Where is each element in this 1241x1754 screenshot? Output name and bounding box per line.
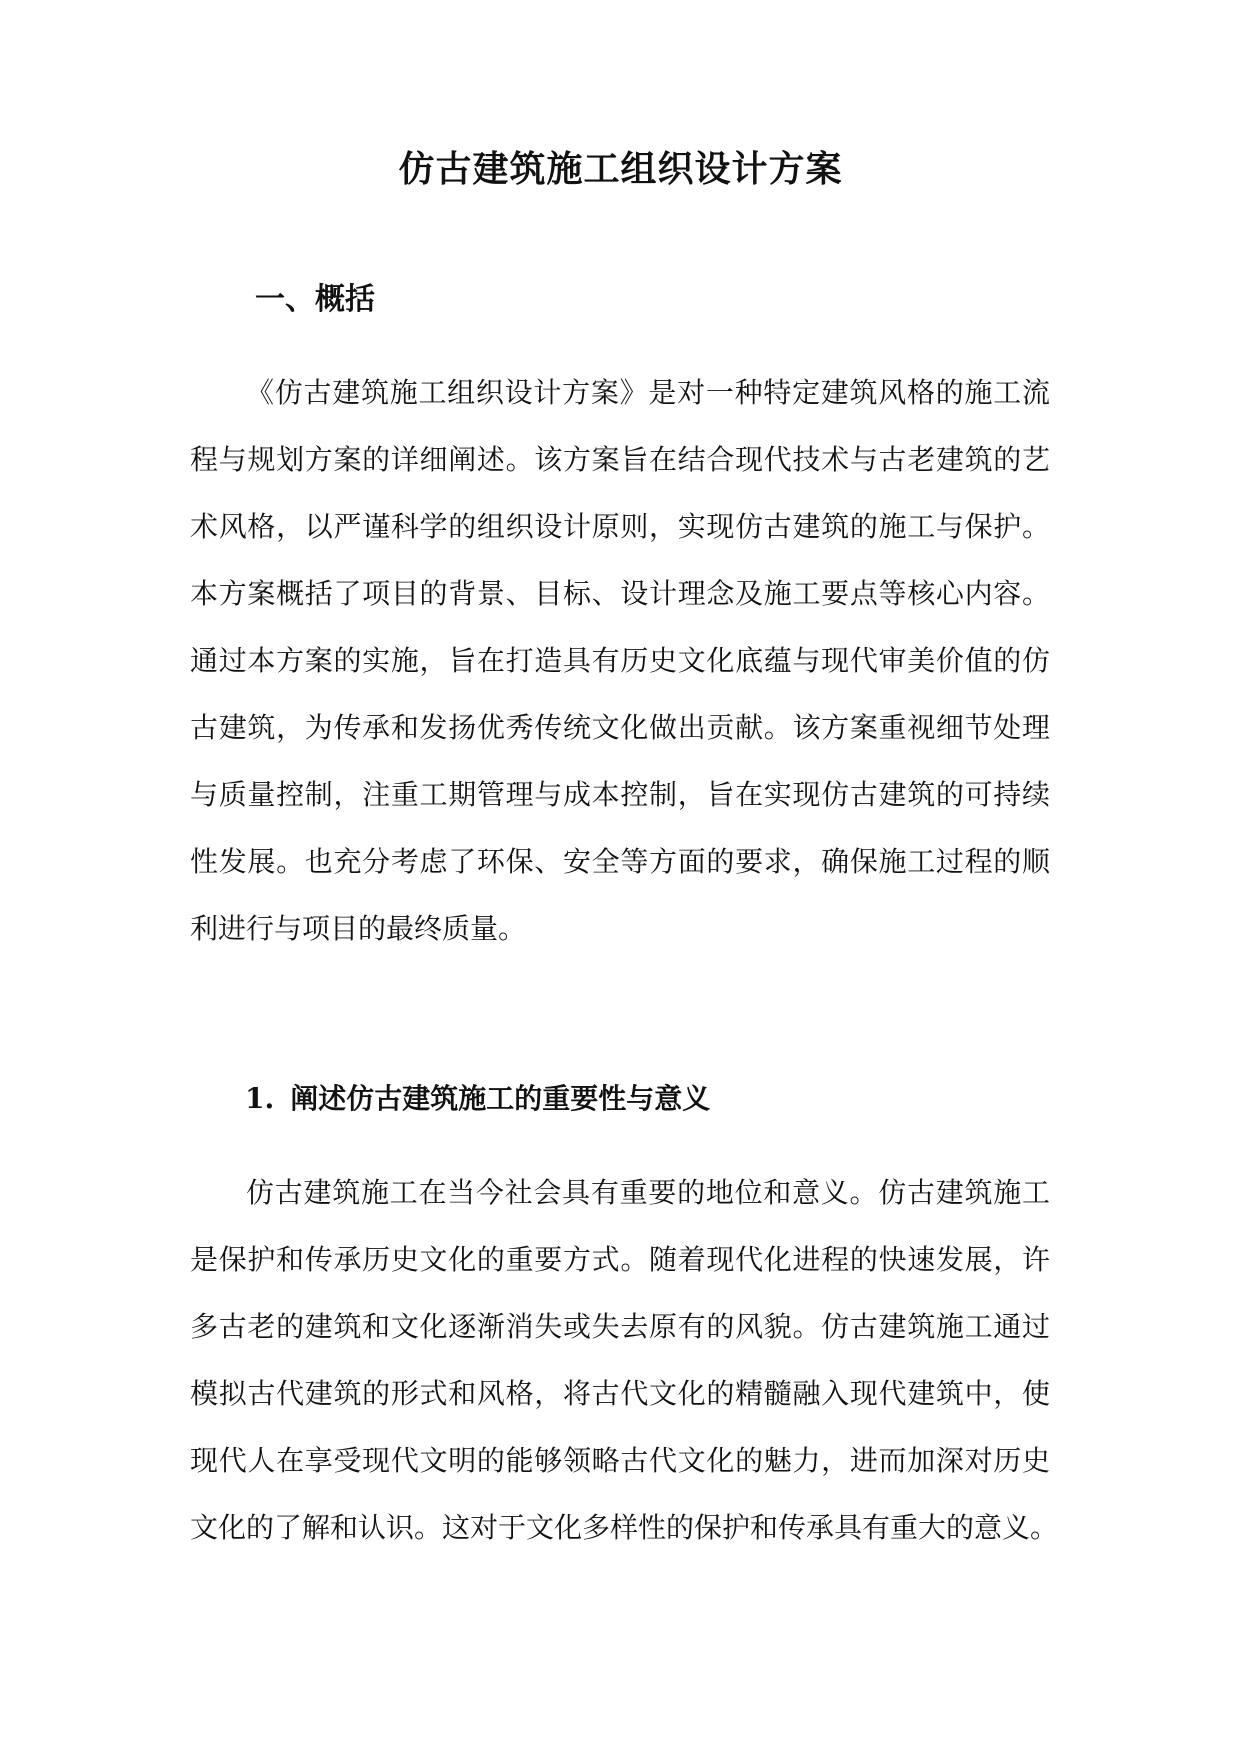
paragraph-line: 是保护和传承历史文化的重要方式。随着现代化进程的快速发展，许 — [190, 1243, 1050, 1276]
section-heading-overview: 一、概括 — [255, 282, 375, 317]
paragraph-line: 《仿古建筑施工组织设计方案》是对一种特定建筑风格的施工流 — [246, 376, 1050, 409]
paragraph-line: 仿古建筑施工在当今社会具有重要的地位和意义。仿古建筑施工 — [246, 1176, 1050, 1209]
document-title: 仿古建筑施工组织设计方案 — [398, 148, 843, 190]
paragraph-line: 性发展。也充分考虑了环保、安全等方面的要求，确保施工过程的顺 — [190, 845, 1050, 878]
paragraph-line: 模拟古代建筑的形式和风格，将古代文化的精髓融入现代建筑中，使 — [190, 1377, 1050, 1410]
paragraph-line: 多古老的建筑和文化逐渐消失或失去原有的风貌。仿古建筑施工通过 — [190, 1310, 1050, 1343]
paragraph-line: 通过本方案的实施，旨在打造具有历史文化底蕴与现代审美价值的仿 — [190, 644, 1050, 677]
paragraph-line: 与质量控制，注重工期管理与成本控制，旨在实现仿古建筑的可持续 — [190, 778, 1050, 811]
subsection-number: 1. — [245, 1082, 275, 1115]
paragraph-line: 利进行与项目的最终质量。 — [190, 912, 527, 945]
paragraph-line: 文化的了解和认识。这对于文化多样性的保护和传承具有重大的意义。 — [190, 1511, 1059, 1544]
paragraph-line: 现代人在享受现代文明的能够领略古代文化的魅力，进而加深对历史 — [190, 1444, 1050, 1477]
paragraph-line: 术风格，以严谨科学的组织设计原则，实现仿古建筑的施工与保护。 — [190, 510, 1050, 543]
paragraph-line: 程与规划方案的详细阐述。该方案旨在结合现代技术与古老建筑的艺 — [190, 443, 1050, 476]
subsection-heading-importance — [245, 1082, 710, 1116]
subsection-heading-text: 阐述仿古建筑施工的重要性与意义 — [290, 1082, 711, 1115]
overview-paragraph — [190, 359, 1050, 962]
importance-paragraph — [190, 1159, 1059, 1561]
paragraph-line: 古建筑，为传承和发扬优秀传统文化做出贡献。该方案重视细节处理 — [190, 711, 1050, 744]
paragraph-line: 本方案概括了项目的背景、目标、设计理念及施工要点等核心内容。 — [190, 577, 1050, 610]
